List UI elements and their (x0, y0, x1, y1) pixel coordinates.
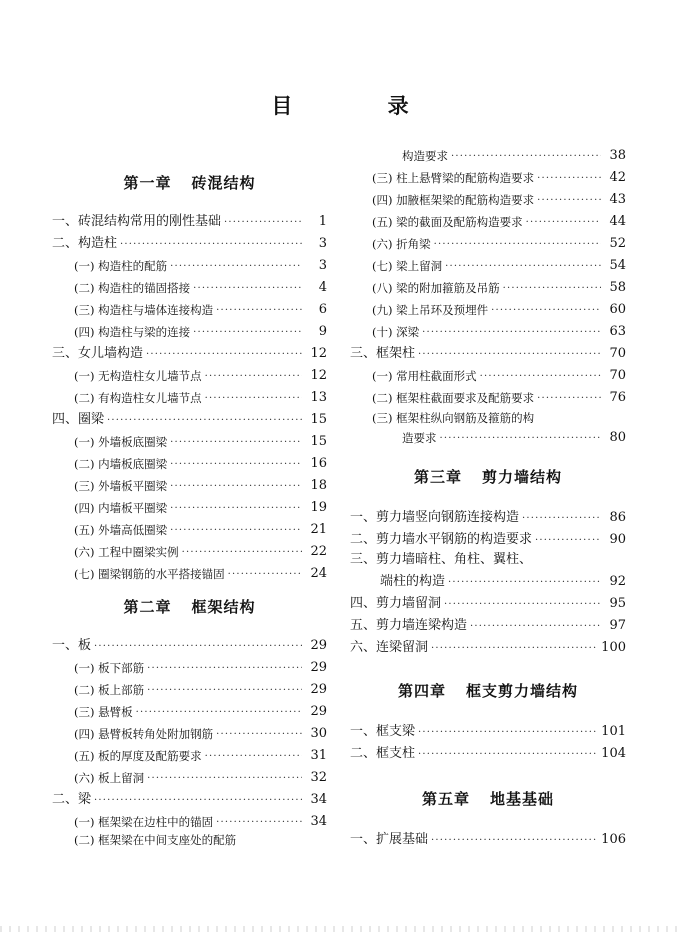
toc-entry-title: (三) 柱上悬臂梁的配筋构造要求 (372, 171, 535, 185)
toc-entry[interactable] (52, 368, 327, 384)
toc-page-number: 32 (310, 770, 327, 785)
toc-page-number: 70 (609, 346, 626, 361)
toc-entry[interactable] (350, 746, 626, 762)
toc-page-number: 1 (318, 214, 327, 229)
toc-page-number: 52 (609, 236, 626, 251)
toc-entry[interactable] (350, 258, 626, 274)
toc-entry[interactable] (52, 434, 327, 450)
chapter-heading (52, 596, 327, 617)
dot-leader (216, 816, 302, 830)
dot-leader (537, 194, 601, 208)
dot-leader (94, 794, 302, 808)
toc-page-number: 104 (601, 746, 626, 761)
toc-page-number: 6 (318, 302, 327, 317)
toc-entry-title: (六) 折角梁 (372, 237, 431, 251)
chapter-heading (350, 680, 626, 701)
toc-entry[interactable] (350, 410, 626, 426)
toc-entry-title: (二) 框架梁在中间支座处的配筋 (74, 833, 237, 847)
toc-entry-title: (四) 构造柱与梁的连接 (74, 325, 191, 339)
chapter-number: 第二章 (123, 598, 172, 616)
chapter-number: 第四章 (397, 682, 446, 700)
toc-entry-title: (九) 梁上吊环及预埋件 (372, 303, 489, 317)
toc-entry-title: (八) 梁的附加箍筋及吊筋 (372, 281, 500, 295)
toc-entry-title: (五) 梁的截面及配筋构造要求 (372, 215, 523, 229)
toc-entry[interactable] (350, 280, 626, 296)
dot-leader (228, 568, 302, 582)
dot-leader (147, 662, 302, 676)
toc-entry-title: (一) 无构造柱女儿墙节点 (74, 369, 202, 383)
toc-page-number: 90 (609, 532, 626, 547)
toc-entry[interactable] (52, 566, 327, 582)
dot-leader (418, 348, 601, 362)
toc-entry-title: (一) 框架梁在边柱中的锚固 (74, 815, 214, 829)
chapter-name: 剪力墙结构 (482, 468, 563, 486)
toc-page-number: 86 (609, 510, 626, 525)
toc-entry-title: 五、剪力墙连梁构造 (350, 618, 468, 633)
toc-entry-title: 三、剪力墙暗柱、角柱、翼柱、 (350, 552, 533, 567)
toc-page-number: 54 (609, 258, 626, 273)
toc-entry[interactable] (52, 832, 327, 848)
toc-entry-title: (一) 构造柱的配筋 (74, 259, 168, 273)
dot-leader (537, 392, 601, 406)
toc-entry-title: (五) 板的厚度及配筋要求 (74, 749, 202, 763)
toc-entry[interactable] (350, 510, 626, 526)
toc-page-number: 30 (310, 726, 327, 741)
toc-entry[interactable] (52, 258, 327, 274)
toc-page-number: 13 (310, 390, 327, 405)
toc-entry[interactable] (350, 724, 626, 740)
toc-entry-title: (三) 构造柱与墙体连接构造 (74, 303, 214, 317)
toc-page-number: 19 (310, 500, 327, 515)
toc-entry-title: 二、框支柱 (350, 746, 416, 761)
toc-page-number: 15 (310, 412, 327, 427)
dot-leader (431, 834, 598, 848)
dot-leader (216, 728, 302, 742)
toc-page-number: 97 (609, 618, 626, 633)
toc-entry-title: (一) 板下部筋 (74, 661, 145, 675)
toc-entry-title: (六) 板上留洞 (74, 771, 145, 785)
dot-leader (182, 546, 302, 560)
toc-page-number: 100 (601, 640, 626, 655)
toc-entry[interactable] (52, 302, 327, 318)
toc-entry[interactable] (350, 552, 626, 568)
dot-leader (418, 726, 598, 740)
dot-leader (205, 392, 302, 406)
toc-entry[interactable] (52, 456, 327, 472)
toc-entry[interactable] (52, 704, 327, 720)
toc-page-number: 29 (310, 704, 327, 719)
toc-entry-title: (三) 外墙板平圈梁 (74, 479, 168, 493)
dot-leader (94, 640, 302, 654)
toc-entry[interactable] (350, 832, 626, 848)
toc-page-number: 58 (609, 280, 626, 295)
toc-page-number: 70 (609, 368, 626, 383)
toc-entry-title: 四、剪力墙留洞 (350, 596, 442, 611)
toc-entry[interactable] (350, 390, 626, 406)
dot-leader (147, 772, 302, 786)
dot-leader (418, 748, 598, 762)
dot-leader (146, 348, 302, 362)
toc-page-number: 29 (310, 682, 327, 697)
toc-page-number: 9 (318, 324, 327, 339)
toc-entry-title: 二、构造柱 (52, 236, 118, 251)
toc-entry-title: 一、砖混结构常用的刚性基础 (52, 214, 222, 229)
toc-page-number: 43 (609, 192, 626, 207)
toc-page-number: 92 (609, 574, 626, 589)
toc-page-number: 44 (609, 214, 626, 229)
chapter-name: 砖混结构 (191, 174, 256, 192)
toc-entry[interactable] (350, 618, 626, 634)
toc-entry-title: (三) 悬臂板 (74, 705, 133, 719)
toc-entry[interactable] (350, 170, 626, 186)
toc-entry[interactable] (52, 346, 327, 362)
chapter-name: 框架结构 (191, 598, 256, 616)
dot-leader (136, 706, 302, 720)
toc-entry[interactable] (350, 346, 626, 362)
dot-leader (535, 534, 601, 548)
dot-leader (434, 238, 601, 252)
toc-page-number: 3 (318, 258, 327, 273)
toc-entry-title: (二) 内墙板底圈梁 (74, 457, 168, 471)
dot-leader (205, 370, 302, 384)
toc-entry-title: (二) 构造柱的锚固搭接 (74, 281, 191, 295)
toc-entry-title: 四、圈梁 (52, 412, 105, 427)
dot-leader (444, 598, 601, 612)
toc-entry[interactable] (52, 638, 327, 654)
toc-entry[interactable] (52, 500, 327, 516)
toc-page-number: 3 (318, 236, 327, 251)
dot-leader (503, 282, 601, 296)
toc-entry-title: (七) 梁上留洞 (372, 259, 443, 273)
toc-entry-title: (二) 框架柱截面要求及配筋要求 (372, 391, 535, 405)
dot-leader (526, 216, 601, 230)
toc-entry-title: 一、扩展基础 (350, 832, 429, 847)
toc-entry[interactable] (350, 192, 626, 208)
toc-entry[interactable] (52, 814, 327, 830)
toc-entry[interactable] (350, 574, 626, 590)
chapter-number: 第五章 (421, 790, 470, 808)
dot-leader (170, 524, 302, 538)
toc-entry-title: (五) 外墙高低圈梁 (74, 523, 168, 537)
toc-entry[interactable] (350, 532, 626, 548)
toc-entry[interactable] (52, 660, 327, 676)
toc-entry-title: 三、女儿墙构造 (52, 346, 144, 361)
toc-page-number: 42 (609, 170, 626, 185)
toc-entry[interactable] (350, 148, 626, 164)
toc-entry-title: (四) 加腋框架梁的配筋构造要求 (372, 193, 535, 207)
dot-leader (107, 414, 302, 428)
dot-leader (224, 216, 302, 230)
toc-entry[interactable] (350, 368, 626, 384)
dot-leader (120, 238, 302, 252)
toc-entry-title: (二) 有构造柱女儿墙节点 (74, 391, 202, 405)
toc-entry-title: 端柱的构造 (380, 574, 446, 589)
toc-entry[interactable] (52, 478, 327, 494)
toc-entry-title: 造要求 (402, 431, 437, 445)
dot-leader (193, 326, 302, 340)
toc-entry[interactable] (350, 324, 626, 340)
dot-leader (470, 620, 601, 634)
dot-leader (537, 172, 601, 186)
toc-page-number: 63 (609, 324, 626, 339)
toc-entry[interactable] (52, 412, 327, 428)
toc-entry-title: 六、连梁留洞 (350, 640, 429, 655)
toc-entry-title: (二) 板上部筋 (74, 683, 145, 697)
dot-leader (147, 684, 302, 698)
toc-page-number: 15 (310, 434, 327, 449)
toc-page-number: 101 (601, 724, 626, 739)
dot-leader (480, 370, 601, 384)
toc-entry[interactable] (52, 390, 327, 406)
dot-leader (431, 642, 598, 656)
dot-leader (440, 432, 602, 446)
toc-entry[interactable] (52, 726, 327, 742)
toc-page-number: 76 (609, 390, 626, 405)
dot-leader (445, 260, 601, 274)
dot-leader (170, 480, 302, 494)
toc-entry-title: (一) 外墙板底圈梁 (74, 435, 168, 449)
chapter-name: 地基基础 (490, 790, 555, 808)
dot-leader (170, 502, 302, 516)
toc-page-number: 34 (310, 814, 327, 829)
toc-entry[interactable] (350, 596, 626, 612)
dot-leader (422, 326, 601, 340)
toc-entry[interactable] (52, 324, 327, 340)
chapter-name: 框支剪力墙结构 (466, 682, 579, 700)
dot-leader (170, 436, 302, 450)
toc-page-number: 21 (310, 522, 327, 537)
toc-entry-title: (一) 常用柱截面形式 (372, 369, 477, 383)
toc-entry[interactable] (350, 214, 626, 230)
toc-entry-title: 一、剪力墙竖向钢筋连接构造 (350, 510, 520, 525)
toc-entry-title: (六) 工程中圈梁实例 (74, 545, 179, 559)
toc-entry-title: (四) 内墙板平圈梁 (74, 501, 168, 515)
toc-entry[interactable] (350, 236, 626, 252)
toc-entry[interactable] (52, 748, 327, 764)
toc-entry-title: (十) 深梁 (372, 325, 420, 339)
chapter-heading (52, 172, 327, 193)
toc-entry[interactable] (52, 214, 327, 230)
toc-entry[interactable] (52, 236, 327, 252)
dot-leader (170, 458, 302, 472)
chapter-number: 第一章 (123, 174, 172, 192)
toc-page-number: 24 (310, 566, 327, 581)
dot-leader (193, 282, 302, 296)
dot-leader (451, 150, 601, 164)
toc-entry[interactable] (52, 522, 327, 538)
toc-page-number: 29 (310, 638, 327, 653)
dot-leader (216, 304, 302, 318)
toc-page-number: 60 (609, 302, 626, 317)
toc-entry[interactable] (52, 792, 327, 808)
toc-page-number: 38 (609, 148, 626, 163)
dot-leader (170, 260, 302, 274)
toc-page-number: 16 (310, 456, 327, 471)
toc-page-number: 12 (310, 368, 327, 383)
toc-entry[interactable] (52, 770, 327, 786)
toc-entry[interactable] (350, 640, 626, 656)
dot-leader (205, 750, 302, 764)
toc-page-number: 4 (318, 280, 327, 295)
toc-entry-title: (四) 悬臂板转角处附加钢筋 (74, 727, 214, 741)
toc-page-number: 12 (310, 346, 327, 361)
dot-leader (491, 304, 601, 318)
toc-entry-title: (三) 框架柱纵向钢筋及箍筋的构 (372, 411, 535, 425)
toc-page-number: 106 (601, 832, 626, 847)
dot-leader (448, 576, 601, 590)
toc-entry[interactable] (52, 544, 327, 560)
toc-entry-title: 一、板 (52, 638, 92, 653)
toc-page-number: 31 (310, 748, 327, 763)
toc-page-number: 95 (609, 596, 626, 611)
toc-page-number: 29 (310, 660, 327, 675)
toc-page-number: 22 (310, 544, 327, 559)
toc-entry[interactable] (52, 682, 327, 698)
chapter-heading (350, 466, 626, 487)
dot-leader (522, 512, 601, 526)
toc-entry-title: 三、框架柱 (350, 346, 416, 361)
toc-entry[interactable] (350, 430, 626, 446)
toc-entry[interactable] (350, 302, 626, 318)
chapter-heading (350, 788, 626, 809)
toc-page-number: 34 (310, 792, 327, 807)
scan-noise (0, 926, 680, 932)
toc-page-number: 80 (609, 430, 626, 445)
toc-entry-title: 构造要求 (402, 149, 448, 163)
chapter-number: 第三章 (413, 468, 462, 486)
toc-entry-title: (七) 圈梁钢筋的水平搭接锚固 (74, 567, 225, 581)
toc-entry-title: 二、剪力墙水平钢筋的构造要求 (350, 532, 533, 547)
toc-entry[interactable] (52, 280, 327, 296)
page-title: 目 录 (271, 94, 453, 118)
toc-page-number: 18 (310, 478, 327, 493)
toc-entry-title: 二、梁 (52, 792, 92, 807)
toc-entry-title: 一、框支梁 (350, 724, 416, 739)
